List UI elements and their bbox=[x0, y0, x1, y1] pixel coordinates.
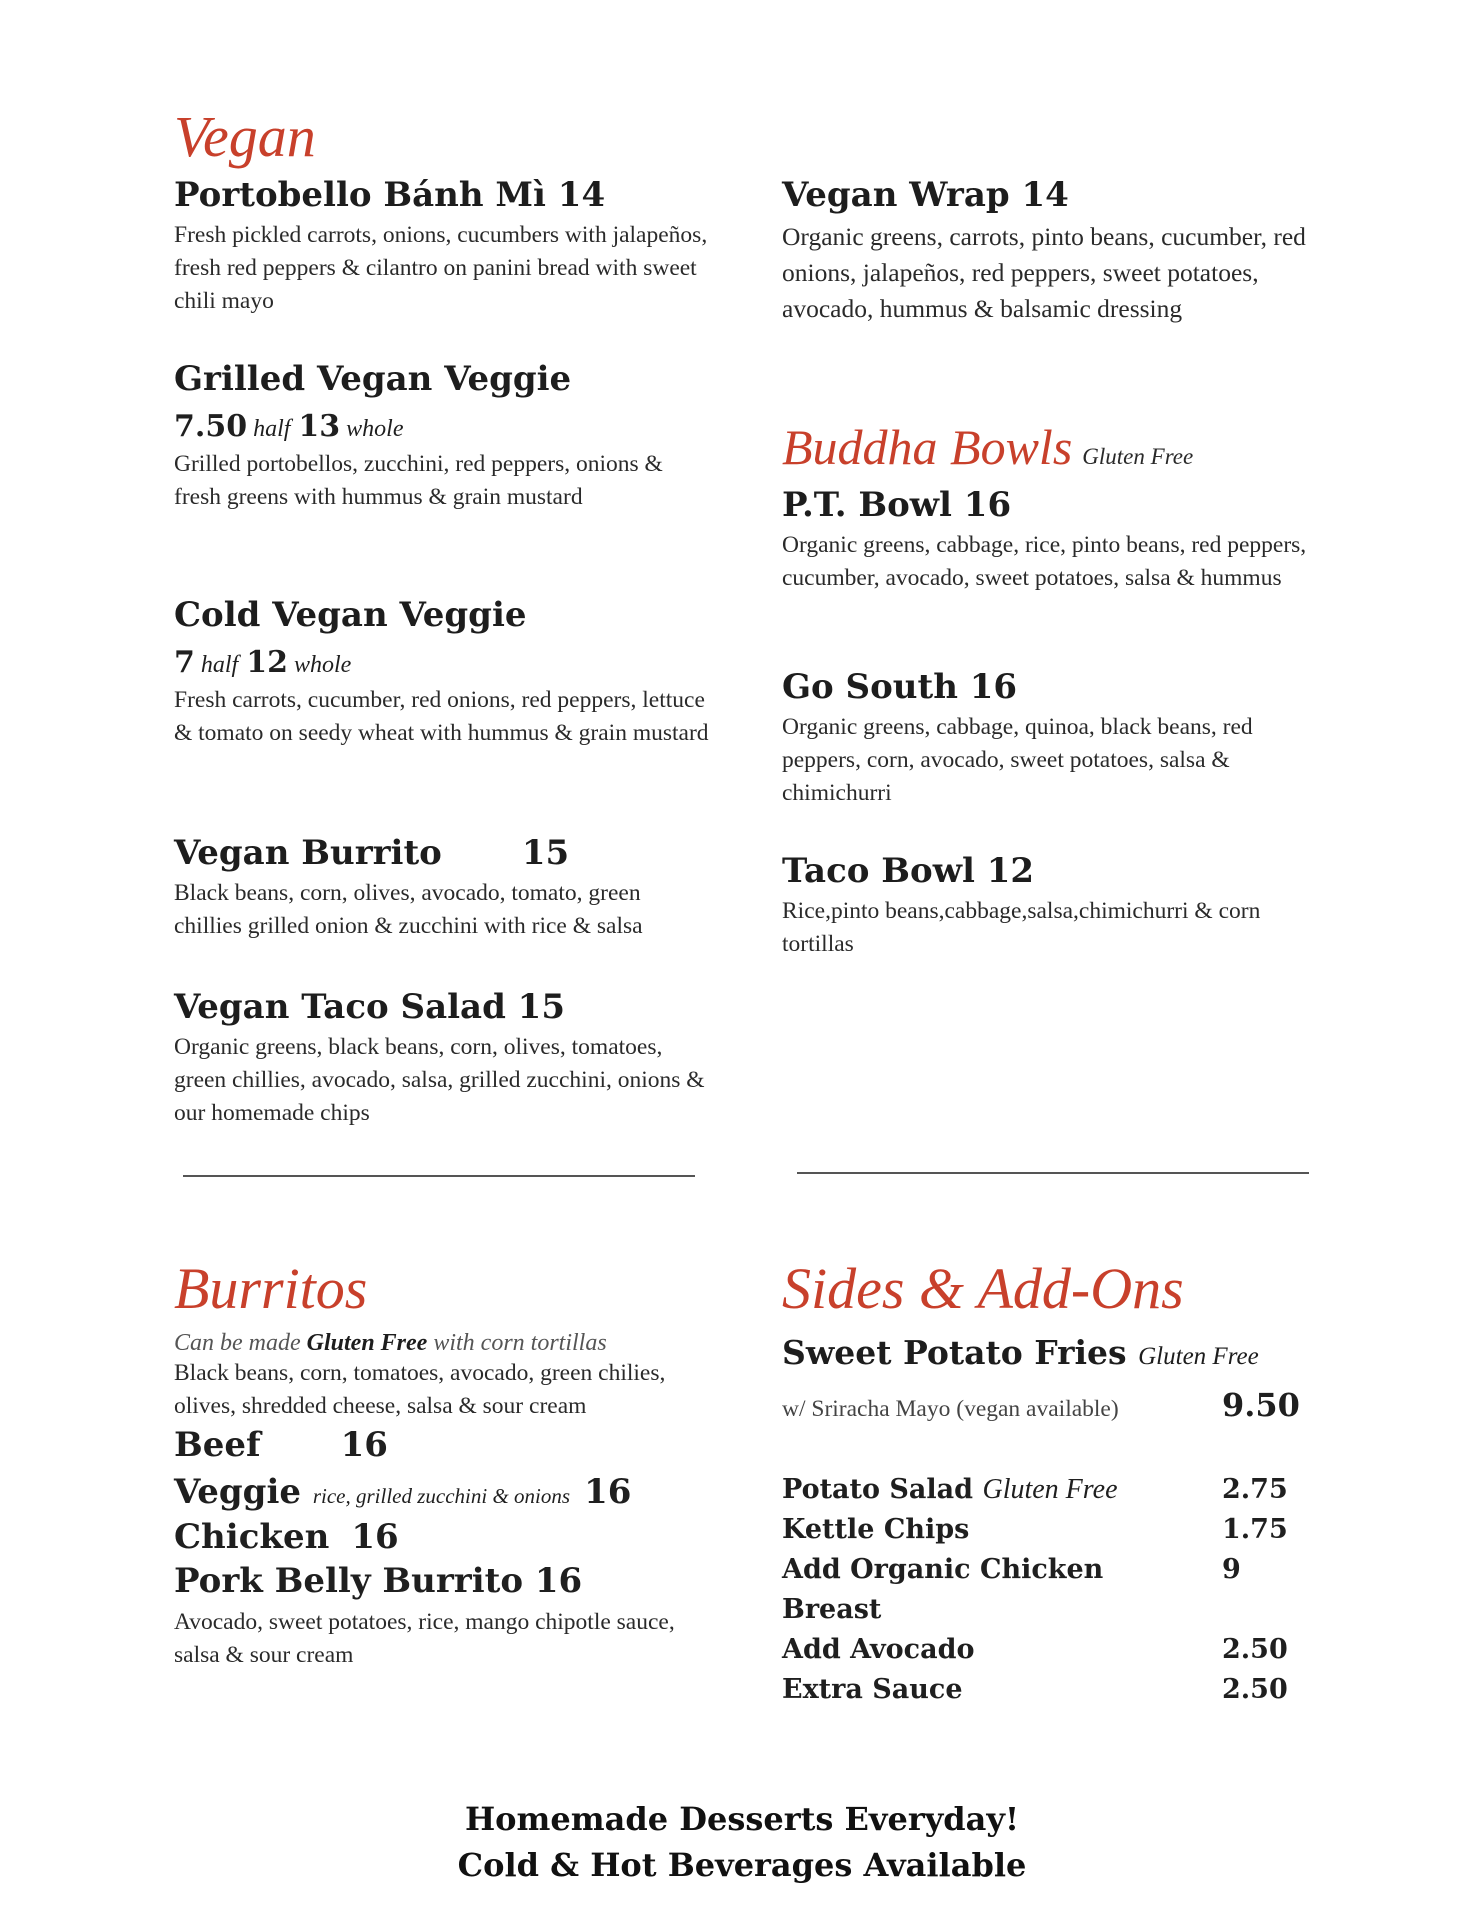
burrito-beef bbox=[174, 1425, 714, 1466]
side-name: Extra Sauce bbox=[782, 1674, 963, 1705]
burrito-name: Chicken bbox=[174, 1516, 330, 1557]
menu-item-pt-bowl bbox=[782, 486, 1322, 595]
price-half: 7.50 bbox=[174, 409, 248, 445]
item-desc: Organic greens, cabbage, quinoa, black beans, red peppers, corn, avocado, sweet potatoes, salsa & chimichurri bbox=[782, 714, 1253, 807]
divider-left bbox=[183, 1175, 695, 1177]
side-row bbox=[782, 1670, 1322, 1710]
burritos-body bbox=[174, 1330, 714, 1672]
item-desc: Grilled portobellos, zucchini, red peppers, onions & fresh greens with hummus & grain mustard bbox=[174, 451, 663, 511]
menu-item-portobello bbox=[174, 176, 714, 318]
item-desc: Rice,pinto beans,cabbage,salsa,chimichurri & corn tortillas bbox=[782, 898, 1261, 958]
menu-item-grilled-vegan-veggie bbox=[174, 360, 714, 514]
item-price bbox=[174, 645, 714, 680]
sides-list bbox=[782, 1470, 1322, 1710]
item-name: Portobello Bánh Mì 14 bbox=[174, 175, 606, 215]
menu-item-cold-vegan-veggie bbox=[174, 596, 714, 750]
divider-right bbox=[797, 1172, 1309, 1174]
fries-title: Sweet Potato Fries bbox=[782, 1333, 1127, 1372]
item-desc: Black beans, corn, olives, avocado, tomato, green chillies grilled onion & zucchini with rice & salsa bbox=[174, 880, 643, 940]
item-name: Go South 16 bbox=[782, 667, 1018, 707]
side-name: Kettle Chips bbox=[782, 1514, 970, 1545]
fries-sub: w/ Sriracha Mayo (vegan available) bbox=[782, 1395, 1119, 1422]
side-row bbox=[782, 1630, 1322, 1670]
item-price bbox=[174, 409, 714, 444]
burritos-desc: Black beans, corn, tomatoes, avocado, green chilies, olives, shredded cheese, salsa & sour cream bbox=[174, 1360, 666, 1419]
right-top-section bbox=[782, 0, 1322, 1160]
side-price: 9 bbox=[1222, 1554, 1241, 1585]
half-label: half bbox=[200, 652, 239, 679]
side-price: 1.75 bbox=[1222, 1514, 1288, 1545]
item-name: P.T. Bowl 16 bbox=[782, 485, 1012, 525]
sides-section bbox=[782, 1250, 1322, 1705]
burrito-veggie bbox=[174, 1472, 714, 1513]
footer-beverages: Cold & Hot Beverages Available bbox=[457, 1846, 1027, 1884]
vegan-title: Vegan bbox=[174, 104, 316, 169]
side-row bbox=[782, 1510, 1322, 1550]
whole-label: whole bbox=[346, 416, 404, 443]
burrito-price: 16 bbox=[351, 1516, 399, 1557]
item-desc: Fresh pickled carrots, onions, cucumbers with jalapeños, fresh red peppers & cilantro on panini bread with sweet chili mayo bbox=[174, 222, 708, 315]
note-pre: Can be made bbox=[174, 1330, 301, 1356]
item-name: Vegan Taco Salad 15 bbox=[174, 987, 565, 1027]
item-price: 15 bbox=[521, 833, 570, 873]
side-price: 2.50 bbox=[1222, 1634, 1288, 1665]
buddha-bowls-title bbox=[782, 419, 1194, 475]
side-name: Add Avocado bbox=[782, 1634, 975, 1665]
item-desc: Organic greens, cabbage, rice, pinto beans, red peppers, cucumber, avocado, sweet potatoes, salsa & hummus bbox=[782, 532, 1307, 592]
burrito-chicken bbox=[174, 1517, 714, 1558]
menu-item-vegan-taco-salad bbox=[174, 988, 714, 1130]
item-name: Grilled Vegan Veggie bbox=[174, 359, 572, 399]
gluten-free-note bbox=[174, 1330, 714, 1357]
side-row bbox=[782, 1550, 1322, 1630]
side-price: 2.75 bbox=[1222, 1474, 1288, 1505]
note-post: with corn tortillas bbox=[433, 1330, 607, 1356]
footer-desserts: Homemade Desserts Everyday! bbox=[464, 1800, 1020, 1838]
burrito-price: 16 bbox=[340, 1425, 388, 1465]
menu-item-taco-bowl bbox=[782, 852, 1322, 961]
fries-sub-row bbox=[782, 1386, 1322, 1426]
burrito-name: Beef bbox=[174, 1425, 261, 1465]
sides-title: Sides & Add-Ons bbox=[782, 1256, 1184, 1321]
burrito-sub: rice, grilled zucchini & onions bbox=[312, 1483, 571, 1508]
half-label: half bbox=[253, 416, 291, 443]
burritos-section bbox=[174, 1250, 714, 1740]
fries-name bbox=[782, 1334, 1322, 1372]
item-name: Cold Vegan Veggie bbox=[174, 595, 527, 635]
item-desc: Organic greens, black beans, corn, olives, tomatoes, green chillies, avocado, salsa, grilled zucchini, onions & our homemade chips bbox=[174, 1034, 705, 1127]
price-whole: 12 bbox=[246, 645, 288, 681]
menu-item-vegan-burrito bbox=[174, 834, 714, 943]
side-title: Potato Salad bbox=[782, 1474, 974, 1505]
buddha-title-text: Buddha Bowls bbox=[782, 419, 1073, 475]
side-row bbox=[782, 1470, 1322, 1510]
side-note: Gluten Free bbox=[982, 1474, 1118, 1505]
note-bold: Gluten Free bbox=[306, 1330, 428, 1356]
price-half: 7 bbox=[174, 645, 195, 681]
burrito-pork-belly: Pork Belly Burrito 16 bbox=[174, 1561, 583, 1602]
vegan-section bbox=[174, 0, 714, 1160]
gluten-free-note: Gluten Free bbox=[1082, 444, 1194, 469]
burrito-name: Veggie bbox=[174, 1471, 301, 1512]
item-name bbox=[174, 834, 714, 873]
side-price: 2.50 bbox=[1222, 1674, 1288, 1705]
whole-label: whole bbox=[293, 652, 352, 679]
burritos-title: Burritos bbox=[174, 1256, 368, 1321]
burrito-price: 16 bbox=[584, 1471, 632, 1512]
item-title: Vegan Burrito bbox=[174, 833, 442, 873]
fries-note: Gluten Free bbox=[1138, 1343, 1259, 1370]
menu-item-go-south bbox=[782, 668, 1322, 810]
side-name: Add Organic Chicken Breast bbox=[782, 1554, 1104, 1625]
sides-fries bbox=[782, 1334, 1322, 1426]
menu-item-vegan-wrap bbox=[782, 176, 1322, 327]
side-name bbox=[782, 1470, 1222, 1510]
price-whole: 13 bbox=[298, 409, 341, 445]
fries-price: 9.50 bbox=[1222, 1385, 1300, 1424]
item-name: Taco Bowl 12 bbox=[782, 851, 1035, 891]
footer bbox=[0, 1796, 1484, 1888]
pork-belly-desc: Avocado, sweet potatoes, rice, mango chipotle sauce, salsa & sour cream bbox=[174, 1609, 675, 1669]
item-desc: Fresh carrots, cucumber, red onions, red peppers, lettuce & tomato on seedy wheat with hummus & grain mustard bbox=[174, 687, 709, 747]
item-name: Vegan Wrap 14 bbox=[782, 175, 1069, 215]
item-desc: Organic greens, carrots, pinto beans, cucumber, red onions, jalapeños, red peppers, sweet potatoes, avocado, hummus & balsamic dressing bbox=[782, 222, 1306, 324]
